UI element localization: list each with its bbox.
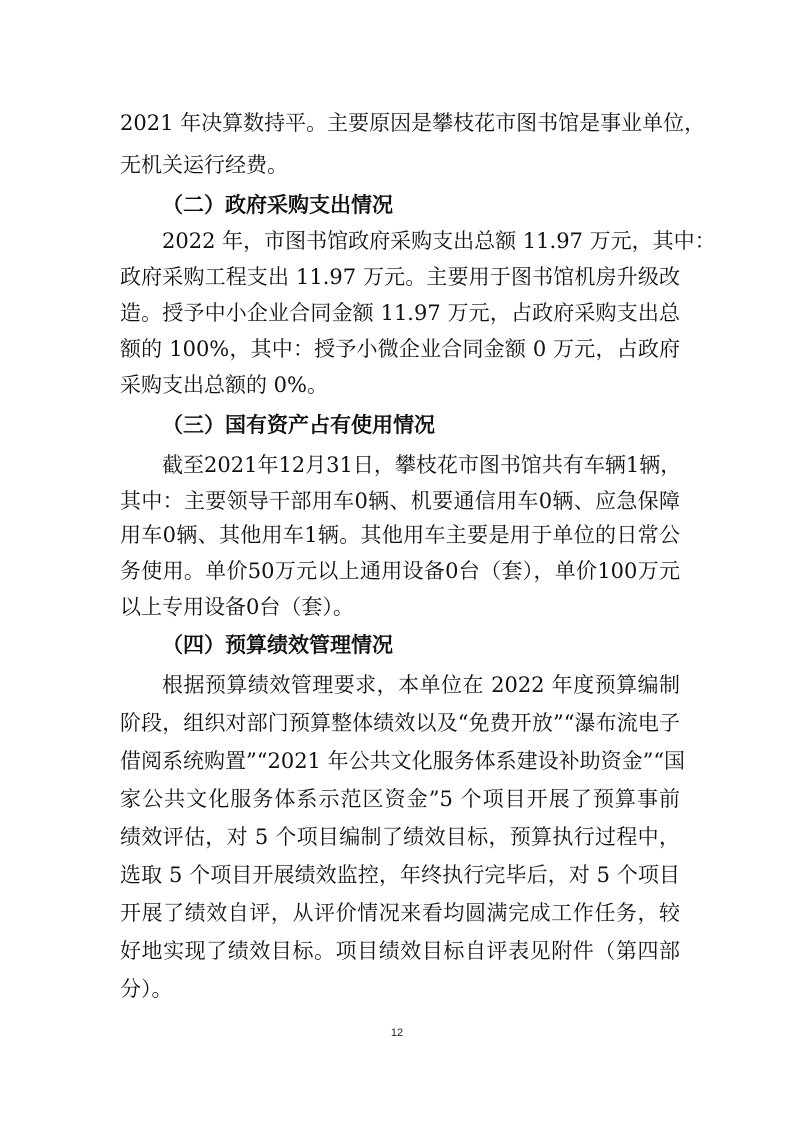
paragraph-line: 用车0辆、其他用车1辆。其他用车主要是用于单位的日常公: [120, 523, 680, 547]
section-heading: （三）国有资产占有使用情况: [162, 412, 435, 437]
section-heading: （四）预算绩效管理情况: [162, 632, 393, 657]
paragraph-line: 选取 5 个项目开展绩效监控，年终执行完毕后，对 5 个项目: [120, 863, 680, 887]
paragraph-line: 家公共文化服务体系示范区资金”5 个项目开展了预算事前: [120, 787, 680, 811]
paragraph-line: 阶段，组织对部门预算整体绩效以及“免费开放”“瀑布流电子: [120, 711, 680, 735]
paragraph-line: 2022 年，市图书馆政府采购支出总额 11.97 万元，其中：: [162, 229, 716, 253]
paragraph-line: 分）。: [120, 977, 173, 1001]
paragraph-line: 绩效评估，对 5 个项目编制了绩效目标，预算执行过程中，: [120, 825, 680, 849]
paragraph-line: 以上专用设备0台（套）。: [120, 595, 354, 619]
paragraph-line: 2021 年决算数持平。主要原因是攀枝花市图书馆是事业单位，: [120, 111, 706, 135]
section-heading: （二）政府采购支出情况: [162, 192, 393, 217]
paragraph-line: 借阅系统购置”“2021 年公共文化服务体系建设补助资金”“国: [120, 749, 686, 773]
paragraph-line: 好地实现了绩效目标。项目绩效目标自评表见附件（第四部: [120, 939, 680, 963]
paragraph-line: 开展了绩效自评，从评价情况来看均圆满完成工作任务，较: [120, 901, 680, 925]
paragraph-line: 额的 100%，其中：授予小微企业合同金额 0 万元，占政府: [120, 337, 680, 361]
paragraph-line: 截至2021年12月31日，攀枝花市图书馆共有车辆1辆，: [162, 453, 682, 477]
paragraph-line: 采购支出总额的 0%。: [120, 373, 328, 397]
paragraph-line: 根据预算绩效管理要求，本单位在 2022 年度预算编制: [162, 673, 680, 697]
paragraph-line: 无机关运行经费。: [120, 153, 288, 177]
page-number: 12: [390, 1027, 404, 1039]
paragraph-line: 务使用。单价50万元以上通用设备0台（套），单价100万元: [120, 559, 680, 583]
paragraph-line: 其中：主要领导干部用车0辆、机要通信用车0辆、应急保障: [120, 489, 680, 513]
paragraph-line: 政府采购工程支出 11.97 万元。主要用于图书馆机房升级改: [120, 265, 680, 289]
paragraph-line: 造。授予中小企业合同金额 11.97 万元，占政府采购支出总: [120, 301, 680, 325]
